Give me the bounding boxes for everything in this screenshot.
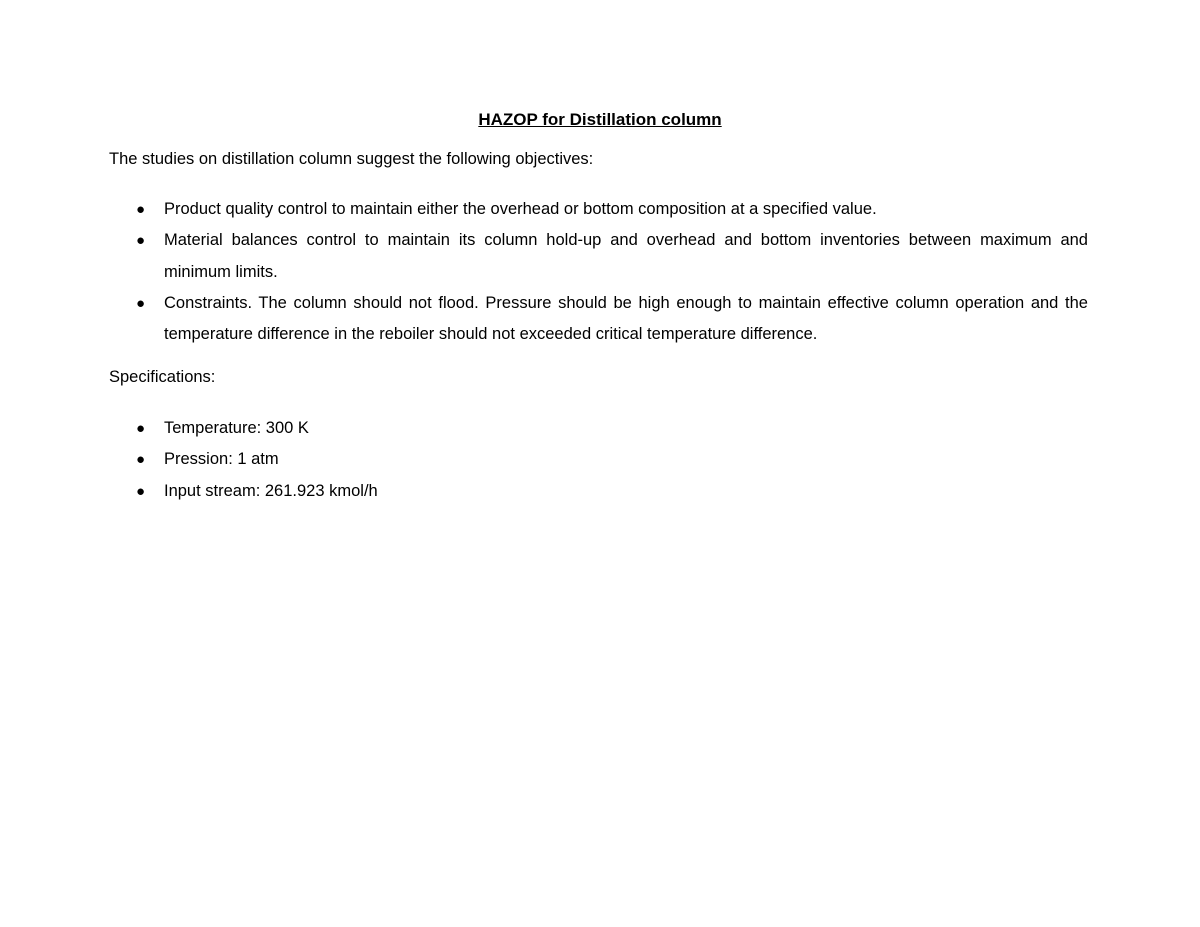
list-item — [0, 288, 1088, 351]
intro-paragraph: The studies on distillation column suggest the following objectives: — [109, 150, 594, 168]
bullet-icon: ● — [136, 294, 146, 312]
document-title: HAZOP for Distillation column — [478, 110, 722, 129]
list-item-text: Constraints. The column should not flood. Pressure should be high enough to maintain effective column operation and the temperature difference in the reboiler should not exceeded critical temperature difference. — [164, 293, 1088, 344]
list-item-text: Temperature: 300 K — [164, 419, 309, 437]
list-item — [0, 194, 1088, 225]
bullet-icon: ● — [136, 420, 146, 437]
list-item-text: Material balances control to maintain its column hold-up and overhead and bottom inventories between maximum and minimum limits. — [164, 231, 1088, 281]
list-item — [0, 225, 1088, 288]
list-item — [0, 413, 1088, 444]
bullet-icon: ● — [136, 482, 146, 500]
list-item — [0, 444, 1088, 475]
list-item-text: Input stream: 261.923 kmol/h — [164, 481, 378, 500]
bullet-icon: ● — [136, 232, 146, 250]
list-item-text: Pression: 1 atm — [164, 450, 279, 469]
list-item-text: Product quality control to maintain either the overhead or bottom composition at a specified value. — [164, 200, 877, 218]
objectives-list — [0, 194, 1200, 350]
bullet-icon: ● — [136, 451, 146, 469]
bullet-icon: ● — [136, 201, 146, 218]
list-item — [0, 476, 1088, 507]
specifications-heading: Specifications: — [109, 368, 216, 386]
specifications-list — [0, 413, 1200, 507]
